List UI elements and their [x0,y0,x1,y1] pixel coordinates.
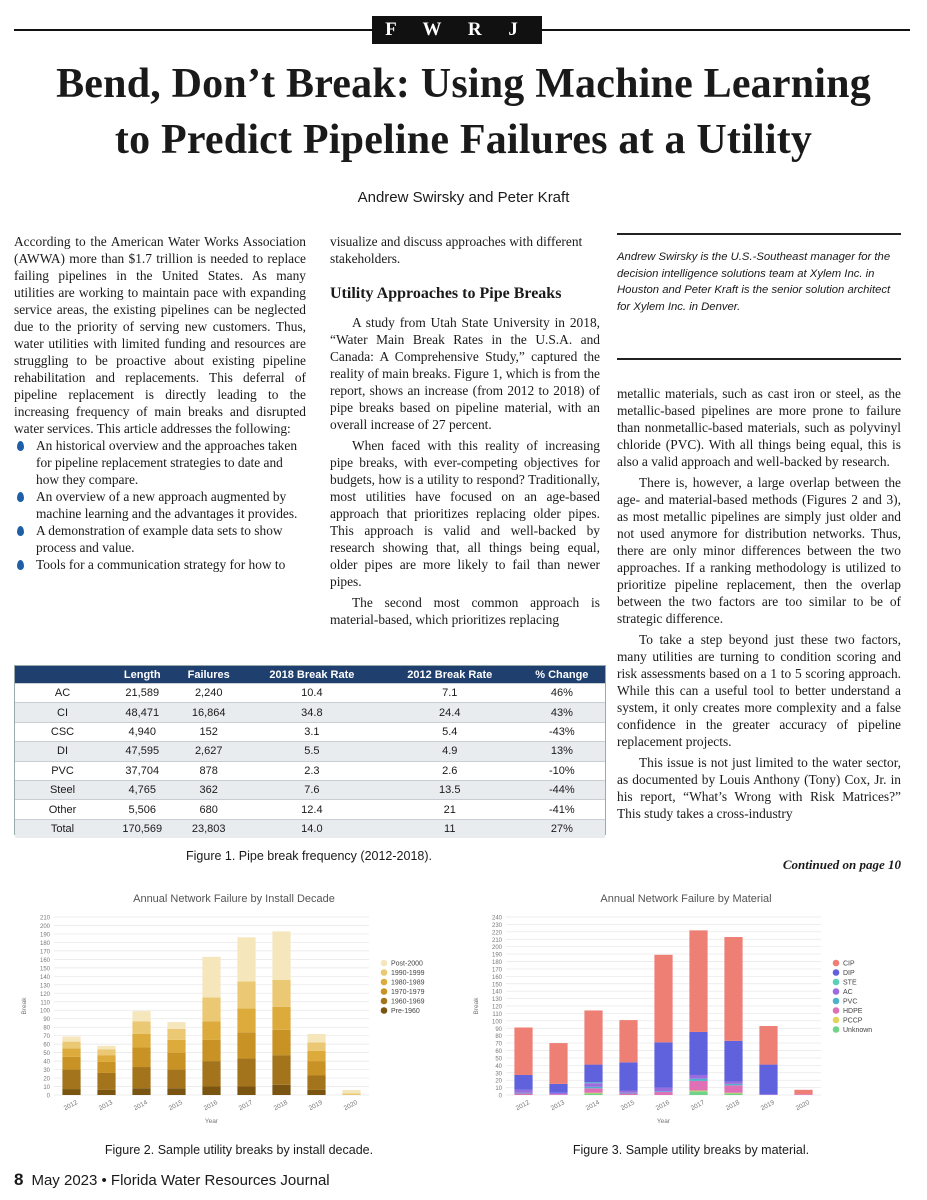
table-header-row [15,666,605,684]
bar-segment [237,981,255,1008]
x-tick-label: 2017 [689,1099,706,1113]
legend-label: AC [843,989,853,996]
y-tick-label: 70 [495,1041,502,1048]
bar-segment [549,1043,567,1084]
y-tick-label: 120 [39,991,50,998]
x-tick-label: 2016 [202,1099,219,1113]
table-cell: 5.5 [243,742,381,761]
bar-segment [619,1062,637,1090]
y-tick-label: 190 [491,952,502,959]
table-cell: 24.4 [381,703,519,722]
bar-segment [794,1094,812,1095]
table-cell: 12.4 [243,800,381,819]
x-tick-label: 2016 [654,1099,671,1113]
bar-segment [549,1084,567,1093]
bar-segment [272,1055,290,1085]
bar-segment [97,1046,115,1049]
bar-segment [132,1048,150,1067]
y-tick-label: 20 [495,1078,502,1085]
legend-label: 1970-1979 [391,989,425,996]
y-tick-label: 130 [39,983,50,990]
table-cell: CI [15,703,110,722]
bar-segment [619,1094,637,1095]
paragraph: This issue is not just limited to the water sector, as documented by Louis Anthony (Tony) Cox, Jr. in his report, “What’s Wrong with Risk Matrices?” This study takes a cross-industry [617,755,901,821]
bar-segment [307,1034,325,1042]
table-cell: 13% [519,742,605,761]
bar-segment [549,1093,567,1094]
table-cell: -43% [519,722,605,741]
table-cell: 5,506 [110,800,175,819]
bar-segment [584,1088,602,1092]
bar-segment [62,1048,80,1056]
legend-label: Pre-1960 [391,1008,420,1015]
paragraph: When faced with this reality of increasing pipe breaks, with ever-competing objectives for budgets, how is a utility to respond? Traditionally, most utilities have focused on an age-based approach that prioritizes replacing older pipes. This approach is valid and well-backed by research showing that, all things being equal, older pipes are more likely to fail than newer pipes. [330,438,600,589]
bar-segment [237,1032,255,1058]
table-cell: 2,627 [175,742,243,761]
table-cell: 37,704 [110,761,175,780]
table-cell: 13.5 [381,780,519,799]
y-tick-label: 230 [491,922,502,929]
legend-label: STE [843,979,857,987]
bar-segment [759,1026,777,1065]
y-tick-label: 0 [498,1093,502,1100]
y-tick-label: 90 [43,1017,50,1024]
x-tick-label: 2017 [237,1099,254,1113]
figure-3-caption: Figure 3. Sample utility breaks by material. [572,1143,810,1157]
page-number: 8 [14,1170,24,1189]
bar-segment [654,1042,672,1087]
col2-lead: visualize and discuss approaches with different stakeholders. [330,234,583,266]
y-tick-label: 110 [492,1011,502,1018]
table-cell: 152 [175,722,243,741]
table-cell: Steel [15,780,110,799]
y-tick-label: 180 [491,960,502,966]
bar-segment [97,1073,115,1090]
paragraph: The second most common approach is material-based, which prioritizes replacing [330,595,600,627]
bar-segment [97,1062,115,1073]
table-cell: Total [15,819,110,838]
legend-label: CIP [843,960,855,968]
table-row [15,742,605,761]
bar-segment [132,1034,150,1048]
table-cell: 3.1 [243,722,381,741]
legend-label: Unknown [843,1027,873,1034]
table-cell: 43% [519,703,605,722]
legend-swatch [833,960,840,967]
bar-segment [724,1085,742,1092]
bullet-icon [17,492,24,502]
bar-segment [272,980,290,1007]
bar-segment [202,1021,220,1040]
bar-segment [167,1022,185,1029]
bar-segment [307,1061,325,1075]
bar-segment [132,1088,150,1095]
bar-segment [724,1082,742,1084]
bar-segment [584,1093,602,1094]
x-tick-label: 2019 [307,1099,324,1113]
bar-segment [97,1055,115,1062]
bar-segment [654,1088,672,1092]
y-tick-label: 150 [491,982,502,989]
legend-swatch [381,969,388,976]
y-tick-label: 50 [495,1056,502,1063]
bar-segment [167,1088,185,1095]
y-axis-label: Break [473,997,480,1015]
table-cell: 47,595 [110,742,175,761]
bar-segment [272,1085,290,1095]
bar-segment [62,1070,80,1089]
table-cell: 2.6 [381,761,519,780]
y-tick-label: 200 [39,923,50,930]
legend-swatch [833,1017,840,1024]
legend-swatch [833,988,840,995]
y-tick-label: 100 [39,1008,50,1015]
chart-material [466,885,916,1135]
bar-segment [62,1057,80,1070]
table-cell: 4.9 [381,742,519,761]
bar-segment [272,931,290,979]
bar-segment [132,1011,150,1021]
bar-segment [724,937,742,1041]
title-line-1: Bend, Don’t Break: Using Machine Learning [56,61,871,107]
paragraph: There is, however, a large overlap between the age- and material-based methods (Figures 2 and 3), as most metallic pipelines are simply just older and not used anymore for distribution networks. Thus, there are only minor differences between the two approaches. If a ranking methodology is utilized to prioritize pipeline replacement, then the overlap between the two factors are too similar to be of strategic difference. [617,475,901,626]
y-tick-label: 90 [495,1026,502,1033]
chart-title: Annual Network Failure by Material [600,893,772,905]
table-cell: 2,240 [175,684,243,703]
y-tick-label: 150 [39,966,50,973]
bar-segment [654,955,672,1043]
bar-segment [584,1082,602,1083]
table-row [15,800,605,819]
author-bio-text: Andrew Swirsky is the U.S.-Southeast manager for the decision intelligence solutions team at Xylem Inc. in Houston and Peter Kraft is the senior solution architect for Xylem Inc. in Denver. [617,251,891,313]
table-row [15,703,605,722]
x-tick-label: 2013 [97,1099,114,1113]
bar-segment [514,1075,532,1090]
y-tick-label: 30 [495,1071,502,1078]
bar-segment [654,1092,672,1095]
x-tick-label: 2015 [167,1099,184,1113]
bar-segment [584,1083,602,1087]
section-heading: Utility Approaches to Pipe Breaks [330,285,562,302]
legend-label: 1980-1989 [391,979,425,987]
bar-segment [62,1042,80,1049]
y-tick-label: 40 [43,1059,50,1066]
table-header-cell: 2018 Break Rate [243,666,381,684]
bar-segment [62,1037,80,1042]
list-item: Tools for a communication strategy for how to [14,556,306,573]
continued-note: Continued on page 10 [782,857,901,872]
bar-segment [307,1042,325,1050]
bar-segment [167,1070,185,1089]
table-cell: -41% [519,800,605,819]
legend-swatch [381,960,388,967]
table-cell: 46% [519,684,605,703]
legend-label: 1960-1969 [391,998,425,1006]
table-header-cell: 2012 Break Rate [381,666,519,684]
column-3 [617,385,901,822]
bar-segment [584,1065,602,1083]
bar-segment [619,1093,637,1094]
y-tick-label: 60 [495,1049,502,1055]
bar-segment [62,1089,80,1095]
legend-swatch [381,979,388,986]
table-cell: 878 [175,761,243,780]
table-row [15,684,605,703]
bar-segment [584,1094,602,1095]
bar-segment [689,1075,707,1079]
bar-segment [342,1093,360,1095]
footer-text: May 2023 • Florida Water Resources Journal [31,1172,330,1189]
y-tick-label: 190 [39,932,50,939]
bar-segment [689,1091,707,1092]
legend-label: 1990-1999 [391,970,425,977]
bar-segment [202,998,220,1022]
table-header-cell [15,666,110,684]
x-axis-label: Year [204,1118,219,1125]
bar-segment [584,1087,602,1088]
bar-segment [794,1090,812,1094]
table-cell: 2.3 [243,761,381,780]
legend-swatch [833,979,840,986]
x-tick-label: 2018 [724,1099,741,1113]
bar-segment [724,1084,742,1085]
bar-segment [514,1028,532,1075]
paragraph: A study from Utah State University in 2018, “Water Main Break Rates in the U.S.A. and Canada: A Comprehensive Study,” captured the reality of main breaks. Figure 1, which is from the report, shows an increase (from 2012 to 2018) of pipe breaks based on pipeline material, with an overall increase of 27 percent. [330,315,600,432]
bar-segment [549,1094,567,1095]
table-cell: 34.8 [243,703,381,722]
bar-segment [689,1081,707,1091]
chart-title: Annual Network Failure by Install Decade [133,893,335,905]
author-bio [617,233,901,360]
chart-install-decade [14,885,464,1135]
y-tick-label: 240 [491,915,502,922]
y-tick-label: 170 [39,949,50,956]
bar-segment [132,1067,150,1088]
y-tick-label: 120 [491,1004,502,1011]
column-1 [14,233,306,573]
bar-segment [619,1020,637,1062]
break-frequency-table [14,665,606,835]
table-row [15,761,605,780]
title-line-2: to Predict Pipeline Failures at a Utility [114,117,813,163]
bar-segment [167,1029,185,1040]
table-cell: 362 [175,780,243,799]
figure-2-caption: Figure 2. Sample utility breaks by install decade. [104,1143,374,1157]
table-cell: 48,471 [110,703,175,722]
table-cell: DI [15,742,110,761]
table-cell: 4,765 [110,780,175,799]
y-tick-label: 20 [43,1076,50,1083]
y-tick-label: 0 [46,1093,50,1100]
table-cell: -10% [519,761,605,780]
bar-segment [237,1009,255,1033]
table-cell: Other [15,800,110,819]
table-header-cell: Failures [175,666,243,684]
bar-segment [202,1061,220,1086]
y-tick-label: 80 [495,1034,502,1041]
table-cell: 4,940 [110,722,175,741]
bar-segment [272,1030,290,1055]
bar-segment [237,1087,255,1095]
table-header-cell: % Change [519,666,605,684]
data-table [15,666,605,838]
table-cell: 7.6 [243,780,381,799]
legend-swatch [833,969,840,976]
legend-label: PVC [843,998,858,1006]
bar-segment [342,1090,360,1093]
table-cell: 7.1 [381,684,519,703]
intro-paragraph: According to the American Water Works Association (AWWA) more than $1.7 trillion is needed to replace failing pipelines in the United States. As many utilities are working to maintain pace with expanding service areas, the existing pipelines can be neglected due to the priority of serving new customers. Thus, water utilities with limited funding and resources are struggling to be proactive about existing pipeline rehabilitation and replacements. This deferral of pipeline replacement is directly leading to the increasing frequency of main breaks and disrupted water services. This article addresses the following: [14,234,306,436]
bar-segment [307,1051,325,1061]
bullet-list [14,437,306,573]
table-cell: 27% [519,819,605,838]
bar-segment [689,930,707,1032]
bar-segment [514,1094,532,1095]
legend-label: HDPE [843,1008,863,1015]
y-tick-label: 70 [43,1034,50,1041]
journal-tag: F W R J [372,16,542,44]
x-tick-label: 2013 [549,1099,566,1113]
table-row [15,819,605,838]
bullet-icon [17,560,24,570]
y-tick-label: 10 [43,1085,50,1092]
y-tick-label: 140 [39,974,50,981]
x-tick-label: 2018 [272,1099,289,1113]
table-cell: 14.0 [243,819,381,838]
legend-swatch [381,998,388,1005]
bar-segment [759,1065,777,1095]
legend-swatch [381,988,388,995]
y-tick-label: 170 [491,967,502,974]
y-tick-label: 160 [39,957,50,964]
table-cell: 21,589 [110,684,175,703]
table-body [15,684,605,839]
bar-segment [724,1041,742,1082]
legend-swatch [833,1026,840,1033]
bar-segment [724,1094,742,1095]
bar-segment [237,937,255,981]
table-cell: 10.4 [243,684,381,703]
y-tick-label: 40 [495,1063,502,1070]
article-title [0,56,927,168]
bar-segment [167,1053,185,1070]
page-footer [14,1170,330,1190]
legend-label: DIP [843,970,855,977]
y-tick-label: 160 [491,974,502,981]
y-tick-label: 140 [491,989,502,996]
table-cell: -44% [519,780,605,799]
y-tick-label: 110 [40,1000,50,1007]
table-cell: AC [15,684,110,703]
y-axis-label: Break [21,997,28,1015]
y-tick-label: 180 [39,940,50,947]
table-cell: PVC [15,761,110,780]
x-tick-label: 2012 [514,1099,531,1113]
table-cell: 16,864 [175,703,243,722]
x-tick-label: 2019 [759,1099,776,1113]
x-tick-label: 2012 [62,1099,79,1113]
y-tick-label: 50 [43,1051,50,1058]
figure-1-caption: Figure 1. Pipe break frequency (2012-2018). [186,849,432,863]
x-tick-label: 2014 [132,1099,149,1113]
y-tick-label: 210 [491,937,502,944]
bar-segment [167,1040,185,1053]
y-tick-label: 10 [495,1086,502,1093]
bar-segment [202,1040,220,1061]
table-cell: 23,803 [175,819,243,838]
bar-segment [514,1090,532,1093]
y-tick-label: 60 [43,1042,50,1049]
bar-segment [202,957,220,998]
y-tick-label: 30 [43,1068,50,1075]
col3-lead: metallic materials, such as cast iron or steel, as the metallic-based pipelines are more prone to failure than nonmetallic-based materials, such as polyvinyl chloride (PVC). With all things being equal, this is also a valid approach and well-backed by research. [617,386,901,469]
y-tick-label: 220 [491,930,502,937]
bar-segment [97,1090,115,1095]
bar-segment [307,1090,325,1095]
bar-segment [307,1076,325,1090]
bar-segment [689,1079,707,1081]
bar-segment [619,1091,637,1093]
byline: Andrew Swirsky and Peter Kraft [357,189,570,206]
bar-segment [272,1007,290,1030]
table-cell: 21 [381,800,519,819]
table-cell: 170,569 [110,819,175,838]
bar-segment [202,1087,220,1095]
y-tick-label: 200 [491,945,502,952]
table-row [15,780,605,799]
y-tick-label: 130 [491,997,502,1004]
bar-segment [654,1091,672,1092]
legend-label: PCCP [843,1017,863,1025]
table-cell: 11 [381,819,519,838]
x-axis-label: Year [656,1118,671,1125]
y-tick-label: 100 [491,1019,502,1026]
list-item: An historical overview and the approaches taken for pipeline replacement strategies to date and how they compare. [14,437,306,488]
bar-segment [689,1032,707,1075]
bar-segment [759,1094,777,1095]
bar-segment [514,1093,532,1094]
bar-segment [132,1021,150,1034]
legend-swatch [833,1007,840,1014]
column-2 [330,233,600,628]
bullet-icon [17,526,24,536]
table-cell: CSC [15,722,110,741]
y-tick-label: 210 [39,915,50,922]
bar-segment [689,1091,707,1095]
x-tick-label: 2020 [342,1099,359,1113]
table-header-cell: Length [110,666,175,684]
x-tick-label: 2015 [619,1099,636,1113]
x-tick-label: 2014 [584,1099,601,1113]
bar-segment [237,1059,255,1087]
bar-segment [724,1093,742,1094]
legend-swatch [833,998,840,1005]
paragraph: To take a step beyond just these two factors, many utilities are turning to condition scoring and risk assessments based on a 1 to 5 scoring approach. While this can a useful tool to better understand a system, it only creates more complexity and a false confidence in the greater accuracy of pipeline replacement projects. [617,632,901,749]
list-item: An overview of a new approach augmented by machine learning and the advantages it provides. [14,488,306,522]
y-tick-label: 80 [43,1025,50,1032]
legend-label: Post-2000 [391,960,423,968]
legend-swatch [381,1007,388,1014]
list-item: A demonstration of example data sets to show process and value. [14,522,306,556]
table-row [15,722,605,741]
x-tick-label: 2020 [794,1099,811,1113]
bar-segment [97,1049,115,1055]
bar-segment [584,1010,602,1064]
table-cell: 5.4 [381,722,519,741]
table-cell: 680 [175,800,243,819]
bullet-icon [17,441,24,451]
